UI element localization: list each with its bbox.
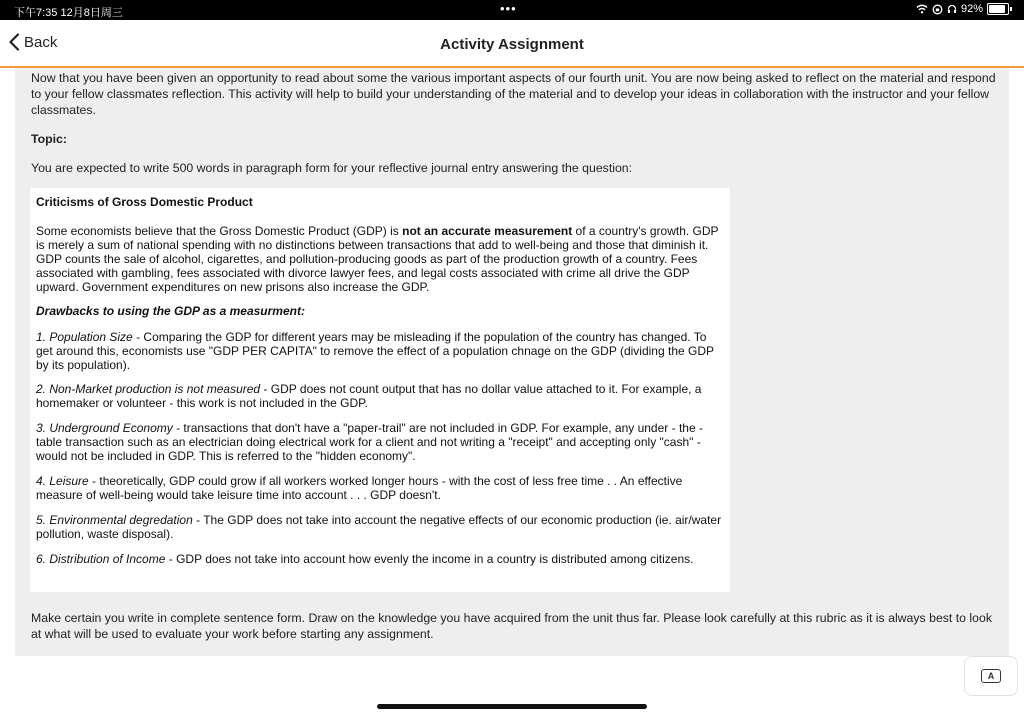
box-paragraph xyxy=(36,224,726,294)
text-size-icon: A xyxy=(981,669,1001,683)
multitasking-dots[interactable]: ••• xyxy=(500,1,517,16)
drawback-text: - Comparing the GDP for different years may be misleading if the population of the country has changed. To get around this, economists use "GDP PER CAPITA" to remove the effect of a population chnage on the GDP (dividing the GDP by its population). xyxy=(36,330,714,372)
drawback-label: 6. Distribution of Income xyxy=(36,552,166,566)
drawback-item xyxy=(36,330,726,372)
intro-paragraph: Now that you have been given an opportunity to read about some the various important aspects of our fourth unit. You are now being asked to reflect on the material and respond to your fellow classmates reflection. This activity will help to build your understanding of the material and to develop your ideas in collaboration with the instructor and your fellow classmates. xyxy=(31,71,996,117)
drawback-label: 1. Population Size xyxy=(36,330,133,344)
status-time: 下午7:35 12月8日周三 xyxy=(14,7,123,19)
box-paragraph-emphasis: not an accurate measurement xyxy=(402,224,573,238)
drawback-item xyxy=(36,382,726,410)
drawbacks-heading: Drawbacks to using the GDP as a measurment: xyxy=(36,304,305,318)
home-indicator[interactable] xyxy=(377,704,647,709)
drawback-text: - The GDP does not take into account the negative effects of our economic production (ie. air/water pollution, waste disposal). xyxy=(36,513,722,541)
drawback-text: - transactions that don't have a "paper-trail" are not included in GDP. For example, any under - the - table transaction such as an electrician doing electrical work for a client and not writing a "receipt" and accepting only "cash" - would not be included in GDP. This is referred to the "hidden economy". xyxy=(36,421,703,463)
back-label: Back xyxy=(24,33,58,51)
box-paragraph-start: Some economists believe that the Gross Domestic Product (GDP) is xyxy=(36,224,403,238)
drawback-text: - theoretically, GDP could grow if all workers worked longer hours - with the cost of less free time . . An effective measure of well-being would take leisure time into account . . . GDP doesn't. xyxy=(36,474,683,502)
headphones-icon xyxy=(947,4,957,14)
battery-cap xyxy=(1010,7,1012,11)
drawback-item xyxy=(36,421,726,463)
drawback-text: - GDP does not count output that has no dollar value attached to it. For example, a homemaker or volunteer - this work is not included in the GDP. xyxy=(36,382,702,410)
drawback-label: 5. Environmental degredation xyxy=(36,513,193,527)
drawback-label: 2. Non-Market production is not measured xyxy=(36,382,261,396)
drawback-item xyxy=(36,552,726,566)
text-size-button[interactable] xyxy=(964,656,1018,696)
drawback-label: 3. Underground Economy xyxy=(36,421,173,435)
assignment-content[interactable] xyxy=(15,68,1009,656)
box-paragraph-end: of a country's growth. GDP is merely a sum of national spending with no distinctions between transactions that add to well-being and those that diminish it. GDP counts the sale of alcohol, cigarettes, and pollution-producing goods as part of the production growth of a country. Fees associated with gambling, fees associated with divorce lawyer fees, and legal costs associated with crime all drive the GDP upward. Government expenditures on new prisons also increase the GDP. xyxy=(36,224,719,294)
drawback-item xyxy=(36,474,726,502)
topic-label: Topic: xyxy=(31,132,67,146)
wifi-icon xyxy=(916,4,928,14)
page-title: Activity Assignment xyxy=(440,36,584,53)
status-indicators xyxy=(916,3,1012,15)
drawback-item xyxy=(36,513,726,541)
drawback-text: - GDP does not take into account how evenly the income in a country is distributed among citizens. xyxy=(165,552,694,566)
battery-icon xyxy=(987,3,1009,15)
expectation-paragraph: You are expected to write 500 words in paragraph form for your reflective journal entry answering the question: xyxy=(31,161,633,175)
gdp-criticisms-box xyxy=(30,188,730,592)
status-bar xyxy=(0,0,1024,20)
navigation-bar xyxy=(0,20,1024,68)
battery-percent: 92% xyxy=(960,3,983,15)
outro-paragraph: Make certain you write in complete sentence form. Draw on the knowledge you have acquired from the unit thus far. Please look carefully at this rubric as it is always best to look at what will be used to evaluate your work before starting any assignment. xyxy=(31,611,992,641)
orientation-lock-icon xyxy=(932,4,943,15)
box-title: Criticisms of Gross Domestic Product xyxy=(36,195,253,209)
drawback-label: 4. Leisure xyxy=(36,474,89,488)
